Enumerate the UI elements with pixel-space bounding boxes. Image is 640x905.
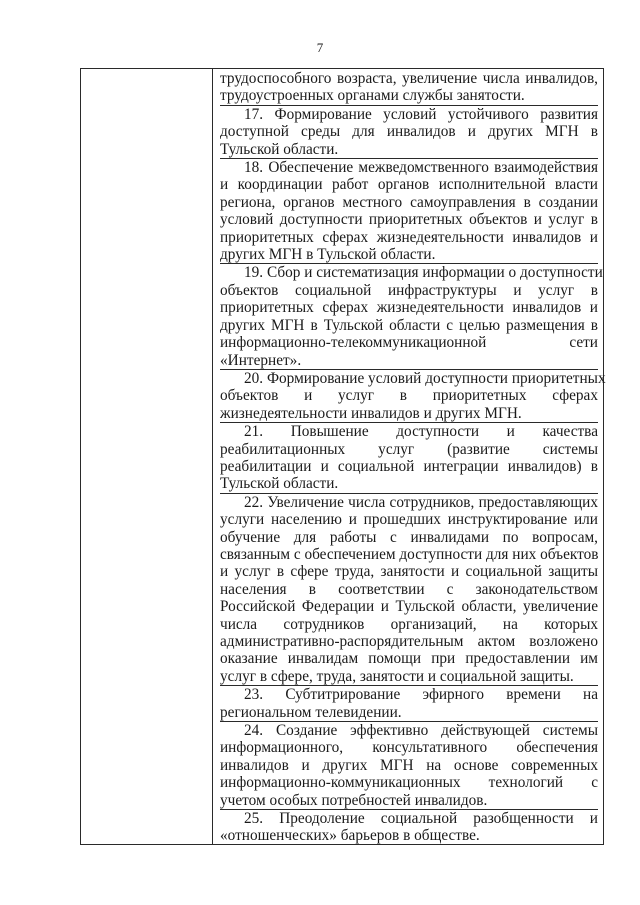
text-line: 22. Увеличение числа сотрудников, предоставляющих xyxy=(244,493,598,511)
text-line: доступной среды для инвалидов и других МГН в xyxy=(220,123,598,141)
text-line: 25. Преодоление социальной разобщенности и xyxy=(244,810,598,828)
text-line: 19. Сбор и систематизация информации о доступности xyxy=(244,264,603,282)
text-line: объектов и услуг в приоритетных сферах xyxy=(220,387,598,405)
measure-item xyxy=(220,721,598,809)
text-line: региона, органов местного самоуправления в создании xyxy=(220,193,598,211)
text-line: 24. Создание эффективно действующей системы xyxy=(244,722,598,740)
text-line: учетом особых потребностей инвалидов. xyxy=(220,791,488,809)
text-line: Тульской области. xyxy=(220,475,339,493)
text-line: 20. Формирование условий доступности приоритетных xyxy=(244,369,606,387)
text-line: информационно-коммуникационных технологий с xyxy=(220,774,598,792)
page-number: 7 xyxy=(316,40,324,55)
text-line: «Интернет». xyxy=(220,351,302,369)
text-line: реабилитации и социальной интеграции инвалидов) в xyxy=(220,457,598,475)
measure-item xyxy=(220,105,598,158)
text-line: других МГН в Тульской области с целью размещения в xyxy=(220,316,598,334)
measure-item xyxy=(220,685,598,721)
text-line: приоритетных сферах жизнедеятельности инвалидов и xyxy=(220,299,598,317)
text-line: информационного, консультативного обеспечения xyxy=(220,739,598,757)
text-line: услуг в сфере, труда, занятости и социальной защиты. xyxy=(220,667,574,685)
text-line: 21. Повышение доступности и качества xyxy=(244,423,598,441)
text-line: реабилитационных услуг (развитие системы xyxy=(220,440,598,458)
text-line: трудоустроенных органами службы занятости. xyxy=(220,87,525,105)
measure-item xyxy=(220,263,603,369)
measure-item xyxy=(220,422,598,493)
text-line: объектов социальной инфраструктуры и услуг в xyxy=(220,281,598,299)
text-line: числа сотрудников организаций, на которых xyxy=(220,615,598,633)
text-line: условий доступности приоритетных объектов и услуг в xyxy=(220,211,598,229)
measures-table xyxy=(80,68,604,845)
measure-item xyxy=(220,493,598,685)
text-line: и услуг в сфере труда, занятости и социальной защиты xyxy=(220,563,598,581)
measure-item xyxy=(220,158,598,263)
text-line: трудоспособного возраста, увеличение числа инвалидов, xyxy=(220,70,598,87)
measure-item xyxy=(220,70,598,105)
text-line: жизнедеятельности инвалидов и других МГН. xyxy=(220,404,522,422)
text-line: обучение для работы с инвалидами по вопросам, xyxy=(220,528,598,546)
text-line: 17. Формирование условий устойчивого развития xyxy=(244,105,598,123)
text-line: информационно-телекоммуникационной сети xyxy=(220,334,598,352)
measure-item xyxy=(220,809,598,845)
measure-item xyxy=(220,369,606,422)
text-line: связанным с обеспечением доступности для них объектов xyxy=(220,545,599,563)
text-line: 18. Обеспечение межведомственного взаимодействия xyxy=(244,159,598,177)
text-line: Российской Федерации и Тульской области, увеличение xyxy=(220,598,598,616)
text-line: приоритетных сферах жизнедеятельности инвалидов и xyxy=(220,228,598,246)
measures-list-cell xyxy=(213,69,606,845)
text-line: оказание инвалидам помощи при предоставлении им xyxy=(220,650,598,668)
text-line: региональном телевидении. xyxy=(220,703,402,721)
left-column-empty-cell xyxy=(81,69,213,844)
text-line: Тульской области. xyxy=(220,140,339,158)
text-line: услуги населению и прошедших инструктирование или xyxy=(220,511,598,529)
text-line: и координации работ органов исполнительной власти xyxy=(220,176,598,194)
text-line: населения в соответствии с законодательством xyxy=(220,580,598,598)
text-line: административно-распорядительным актом возложено xyxy=(220,633,598,650)
text-line: инвалидов и других МГН на основе современных xyxy=(220,756,598,774)
text-line: других МГН в Тульской области. xyxy=(220,246,436,264)
text-line: «отношенческих» барьеров в обществе. xyxy=(220,827,480,845)
text-line: 23. Субтитрирование эфирного времени на xyxy=(244,686,598,704)
